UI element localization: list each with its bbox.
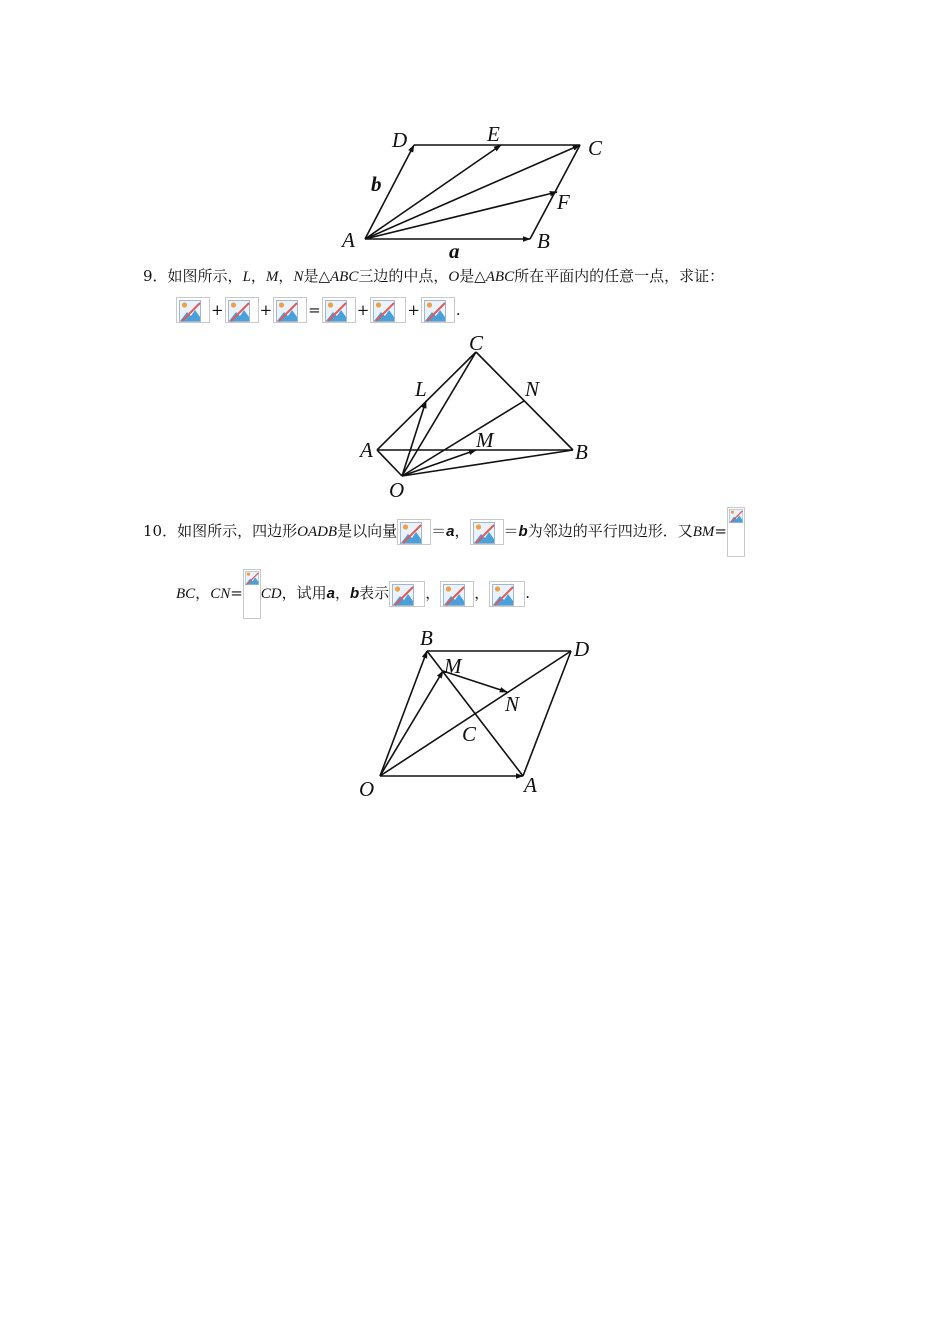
problem-number: 10． [143,522,178,540]
plus-sign: + [211,301,224,319]
broken-image-icon [421,297,455,323]
label-vector-b: b [371,172,382,196]
period: . [525,584,530,602]
segment-on [402,401,524,476]
broken-image-icon [322,297,356,323]
broken-image-icon [273,297,307,323]
broken-image-icon [389,581,425,607]
plus-sign: + [407,301,420,319]
broken-image-icon [397,519,431,545]
problem-9-equation [176,296,462,323]
point-n: N [293,269,304,285]
vector-af [365,192,557,239]
problem-10-line-1 [143,506,745,560]
text: 为邻边的平行四边形．又 [527,522,693,540]
label-a-point: A [342,228,355,252]
label-f-point: F [557,190,570,214]
separator: ， [454,522,470,540]
label-a-point: A [524,773,537,797]
broken-image-icon [176,297,210,323]
vector-a: a [446,523,455,540]
point-l: L [242,269,251,285]
text: 表示 [359,584,390,602]
vector-om [380,671,443,776]
text: 是以向量 [337,522,398,540]
segment-ao [377,450,402,476]
broken-image-icon [489,581,525,607]
text: 是△ [303,267,330,285]
segment-bc: BC [176,586,196,602]
separator: ， [334,584,350,602]
point-m: M [265,269,279,285]
broken-image-icon [370,297,406,323]
broken-image-icon [727,507,745,557]
label-d-point: D [392,128,408,152]
label-a-point: A [360,438,373,462]
label-o-point: O [359,777,375,801]
label-l-point: L [415,377,427,401]
equals-sign: = [308,301,321,319]
label-m-point: M [444,654,462,678]
edge-ad [523,651,571,776]
vector-b: b [518,523,528,540]
diagonal-od [380,651,571,776]
label-b-point: B [420,626,433,650]
equals-sign: = [714,522,727,540]
vector-ob [380,651,427,776]
label-n-point: N [525,377,540,401]
point-o: O [448,269,460,285]
label-b-point: B [575,440,588,464]
broken-image-icon [243,569,261,619]
label-o-point: O [389,478,405,502]
triangle-figure-2 [355,328,595,504]
label-e-point: E [487,122,500,146]
quadrilateral-name: OADB [297,524,338,540]
broken-image-icon [440,581,474,607]
segment-ob [402,450,573,476]
separator: ， [474,584,490,602]
text: ，试用 [281,584,327,602]
label-c-point: C [462,722,477,746]
text: 三边的中点， [358,267,449,285]
segment-cd: CD [260,586,282,602]
text: 所在平面内的任意一点，求证： [514,267,725,285]
vector-ac [365,145,580,239]
text: 是△ [459,267,486,285]
label-b-point: B [537,229,550,253]
separator: ， [425,584,441,602]
label-d-point: D [574,637,590,661]
problem-number: 9． [143,267,168,285]
parallelogram-figure-3 [350,625,600,805]
label-vector-a: a [449,239,460,260]
separator: ， [250,267,266,285]
equals-sign: ＝ [431,522,447,540]
separator: ， [195,584,211,602]
equals-sign: = [230,584,243,602]
label-c-point: C [469,331,484,355]
triangle-name: ABC [485,269,515,285]
label-c-point: C [588,136,603,160]
separator: ， [278,267,294,285]
broken-image-icon [470,519,504,545]
plus-sign: + [259,301,273,319]
broken-image-icon [225,297,259,323]
problem-10-line-2 [176,568,530,622]
vector-b: b [350,585,360,602]
problem-9-line-1 [143,266,724,287]
label-m-point: M [476,428,494,452]
segment-cn: CN [210,586,231,602]
vector-ae [365,145,501,239]
text: 如图所示，四边形 [177,522,298,540]
triangle-name: ABC [330,269,359,285]
label-n-point: N [505,692,520,716]
text: 如图所示， [167,267,243,285]
vector-a: a [326,585,335,602]
period: . [455,301,461,319]
parallelogram-figure-1 [330,115,630,260]
segment-bm: BM [692,524,715,540]
plus-sign: + [356,301,370,319]
equals-sign: ＝ [503,522,519,540]
